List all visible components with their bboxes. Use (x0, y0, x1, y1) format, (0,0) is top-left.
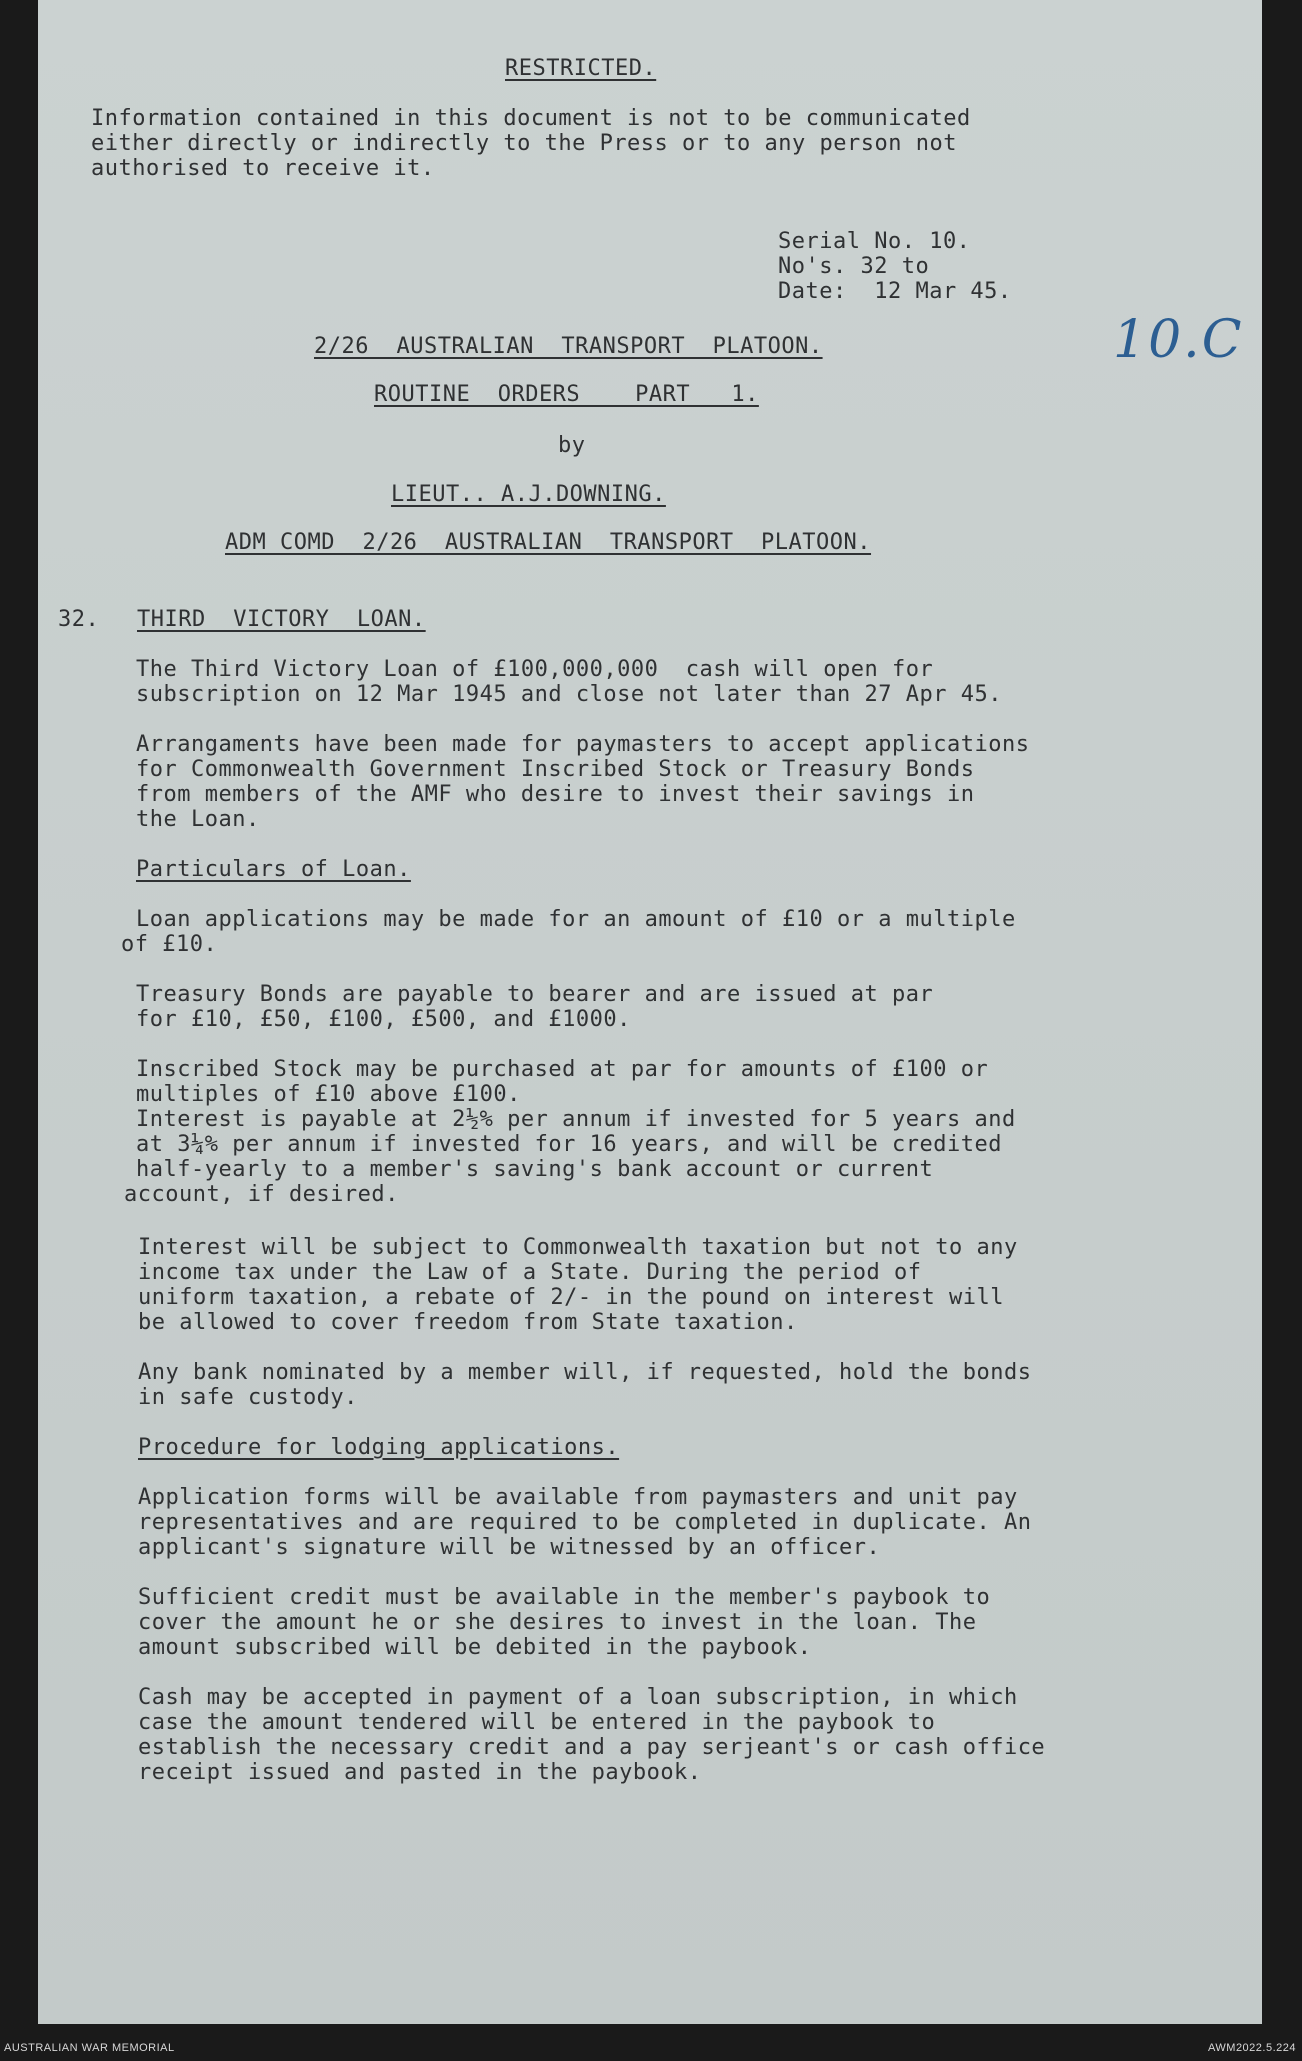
subheading-procedure: Procedure for lodging applications. (138, 1435, 620, 1460)
para-8-line-2: representatives and are required to be completed in duplicate. An (138, 1510, 1032, 1535)
footer-reference: AWM2022.5.224 (1207, 2042, 1296, 2054)
para-5-line-5: half-yearly to a member's saving's bank account or current (136, 1157, 934, 1182)
para-9-line-2: cover the amount he or she desires to invest in the loan. The (138, 1610, 977, 1635)
para-6-line-4: be allowed to cover freedom from State taxation. (138, 1310, 798, 1335)
unit-title: 2/26 AUSTRALIAN TRANSPORT PLATOON. (314, 334, 823, 359)
footer-source: AUSTRALIAN WAR MEMORIAL (4, 2042, 175, 2054)
para-6-line-1: Interest will be subject to Commonwealth taxation but not to any (138, 1235, 1018, 1260)
section-heading: THIRD VICTORY LOAN. (137, 607, 426, 632)
para-1-line-1: The Third Victory Loan of £100,000,000 cash will open for (136, 657, 934, 682)
para-2-line-1: Arrangaments have been made for paymasters to accept applications (136, 732, 1030, 757)
order-numbers: No's. 32 to (778, 254, 930, 279)
para-10-line-2: case the amount tendered will be entered in the paybook to (138, 1710, 936, 1735)
restricted-label: RESTRICTED. (505, 56, 657, 81)
para-10-line-4: receipt issued and pasted in the paybook. (138, 1760, 702, 1785)
para-6-line-2: income tax under the Law of a State. During the period of (138, 1260, 922, 1285)
para-1-line-2: subscription on 12 Mar 1945 and close not later than 27 Apr 45. (136, 682, 1002, 707)
para-5-line-3: Interest is payable at 2½% per annum if invested for 5 years and (136, 1107, 1016, 1132)
para-5-line-4: at 3¼% per annum if invested for 16 years, and will be credited (136, 1132, 1002, 1157)
notice-line-3: authorised to receive it. (91, 156, 435, 181)
document-page (38, 0, 1262, 2024)
section-number: 32. (58, 607, 100, 632)
para-3-line-1: Loan applications may be made for an amount of £10 or a multiple (136, 907, 1016, 932)
para-2-line-2: for Commonwealth Government Inscribed Stock or Treasury Bonds (136, 757, 975, 782)
para-10-line-3: establish the necessary credit and a pay serjeant's or cash office (138, 1735, 1046, 1760)
para-7-line-1: Any bank nominated by a member will, if requested, hold the bonds (138, 1360, 1032, 1385)
by-line: by (558, 433, 586, 458)
para-5-line-2: multiples of £10 above £100. (136, 1082, 521, 1107)
para-9-line-3: amount subscribed will be debited in the paybook. (138, 1635, 812, 1660)
notice-line-2: either directly or indirectly to the Press or to any person not (91, 131, 957, 156)
para-5-line-6: account, if desired. (124, 1182, 399, 1207)
notice-line-1: Information contained in this document is not to be communicated (91, 106, 971, 131)
para-7-line-2: in safe custody. (138, 1385, 358, 1410)
para-4-line-1: Treasury Bonds are payable to bearer and are issued at par (136, 982, 934, 1007)
para-2-line-4: the Loan. (136, 807, 260, 832)
command-title: ADM COMD 2/26 AUSTRALIAN TRANSPORT PLATOON. (225, 530, 872, 555)
subheading-particulars: Particulars of Loan. (136, 857, 411, 882)
orders-title: ROUTINE ORDERS PART 1. (374, 382, 759, 407)
para-8-line-3: applicant's signature will be witnessed by an officer. (138, 1535, 881, 1560)
para-5-line-1: Inscribed Stock may be purchased at par for amounts of £100 or (136, 1057, 989, 1082)
para-6-line-3: uniform taxation, a rebate of 2/- in the pound on interest will (138, 1285, 1004, 1310)
officer-name: LIEUT.. A.J.DOWNING. (391, 482, 666, 507)
para-3-line-2: of £10. (121, 932, 218, 957)
para-8-line-1: Application forms will be available from paymasters and unit pay (138, 1485, 1018, 1510)
para-9-line-1: Sufficient credit must be available in the member's paybook to (138, 1585, 991, 1610)
handwritten-annotation: 10.C (1113, 310, 1244, 370)
para-4-line-2: for £10, £50, £100, £500, and £1000. (136, 1007, 631, 1032)
order-date: Date: 12 Mar 45. (778, 279, 1012, 304)
para-10-line-1: Cash may be accepted in payment of a loan subscription, in which (138, 1685, 1018, 1710)
serial-number: Serial No. 10. (778, 229, 971, 254)
para-2-line-3: from members of the AMF who desire to invest their savings in (136, 782, 975, 807)
